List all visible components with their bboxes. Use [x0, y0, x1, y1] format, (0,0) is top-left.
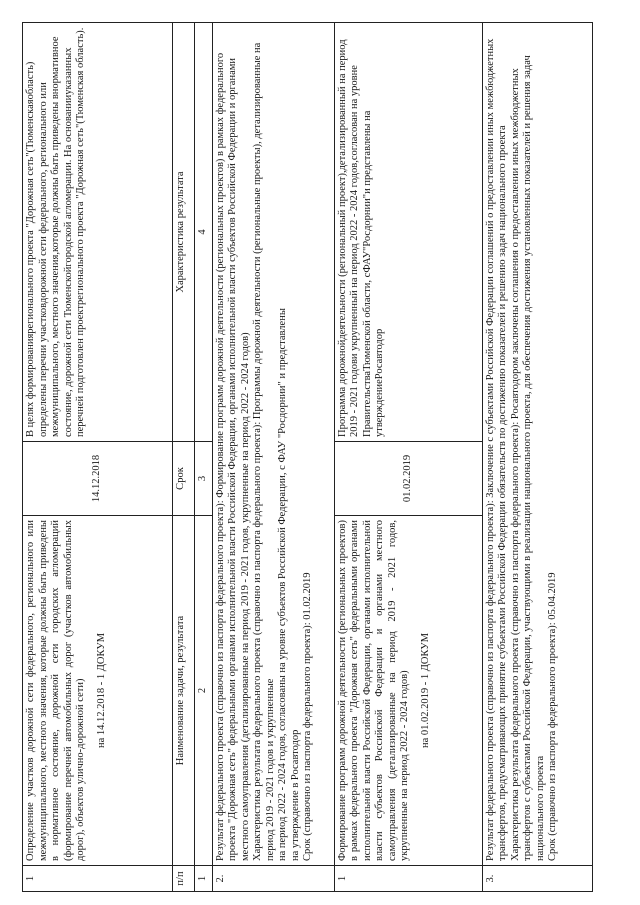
- column-index: 2: [195, 516, 213, 866]
- header-term: Срок: [173, 442, 195, 516]
- table-header-row: [173, 23, 195, 892]
- project-results-table: [22, 22, 593, 892]
- table-row: [482, 23, 592, 892]
- header-characteristic: Характеристика результата: [173, 23, 195, 442]
- table-row: [212, 23, 334, 892]
- table-row: [23, 23, 173, 892]
- federal-result-block: Результат федерального проекта (справочно из паспорта федерального проекта): Заключение с субъектами Российской Федерации соглашений о предоставлении иных межбюджетных трансфертов, предусматривающих принятие субъектами Российской Федерации обязательств по достижению показателей и решению задач национального проекта Характеристика результата федерального проекта (справочно из паспорта федерального проекта): Росавтодором заключены соглашения о предоставлении иных межбюджетных трансфертов с субъектами Российской Федерации, участвующими в реализации национального проекта, для обеспечения достижения установленных показателей и решения задач национального проекта Срок (справочно из паспорта федерального проекта): 05.04.2019: [482, 23, 592, 866]
- task-due: на 01.02.2019 - 1 ДОКУМ: [419, 632, 431, 749]
- row-number: 2.: [212, 866, 334, 892]
- table-row: [334, 23, 482, 892]
- task-cell: [334, 516, 482, 866]
- federal-result-block: Результат федерального проекта (справочно из паспорта федерального проекта): Формирование программ дорожной деятельности (региональных проектов) в рамках федерального проекта "Дорожная сеть" федеральными органами исполнительной власти Российской Федерации, органами исполнительной власти субъектов Российской Федерации и органами местного самоуправления (детализированные на период 2019 - 2021 годов, укрупненные на период 2022 - 2024 годов) Характеристика результата федерального проекта (справочно из паспорта федерального проекта): Программы дорожной деятельности (региональные проекты), детализированные на период 2019 - 2021 годов и укрупненные на период 2022 - 2024 годов, согласованы на уровне субъектов Российской Федерации, с ФАУ "Росдорнии" и представлены на утверждение в Росавтодор Срок (справочно из паспорта федерального проекта): 01.02.2019: [212, 23, 334, 866]
- column-index: 1: [195, 866, 213, 892]
- task-name: Определение участков дорожной сети федерального, регионального или межмуниципального, местного значения, которые должны быть приведены в нормативное состояние, дорожной сети городских агломераций (формирование перечней автомобильных дорог (участков автомобильных дорог), объектов улично-дорожной сети): [25, 520, 86, 861]
- row-number: 1: [334, 866, 482, 892]
- column-index: 3: [195, 442, 213, 516]
- row-number: 1: [23, 866, 173, 892]
- rotated-table-page: [22, 22, 607, 892]
- task-name: Формирование программ дорожной деятельности (региональных проектов) в рамках федерального проекта "Дорожная сеть" федеральными органами исполнительной власти Российской Федерации, органами исполнительной власти субъектов Российской Федерации и органами местного самоуправления (детализированные на период 2019 - 2021 годов, укрупненные на период 2022 - 2024 годов): [336, 520, 410, 861]
- task-cell: [23, 516, 173, 866]
- header-num: п/п: [173, 866, 195, 892]
- header-name: Наименование задачи, результата: [173, 516, 195, 866]
- column-index: 4: [195, 23, 213, 442]
- result-characteristic: Программа дорожнойдеятельности (региональный проект),детализированный на период 2019 - 2021 годови укрупненный на период 2022 - 2024 годов,согласован на уровне ПравительстваТюменской области, сФАУ"Росдорнии"и представлены на утверждениеРосавтодор: [334, 23, 482, 442]
- row-number: 3.: [482, 866, 592, 892]
- column-index-row: [195, 23, 213, 892]
- term-cell: 14.12.2018: [23, 442, 173, 516]
- result-characteristic: В целях формированиярегионального проекта "Дорожная сеть"(Тюменскаяобласть) определены перечни участковдорожной сети федерального, регионального или межмуниципального, местного значения,которые должны быть приведены внормативное состояние, дорожной сети Тюменскойгородской агломерации. На основанииуказанных перечней подготовлен проектрегионального проекта "Дорожная сеть"(Тюменская область).: [23, 23, 173, 442]
- term-cell: 01.02.2019: [334, 442, 482, 516]
- task-due: на 14.12.2018 - 1 ДОКУМ: [95, 632, 107, 749]
